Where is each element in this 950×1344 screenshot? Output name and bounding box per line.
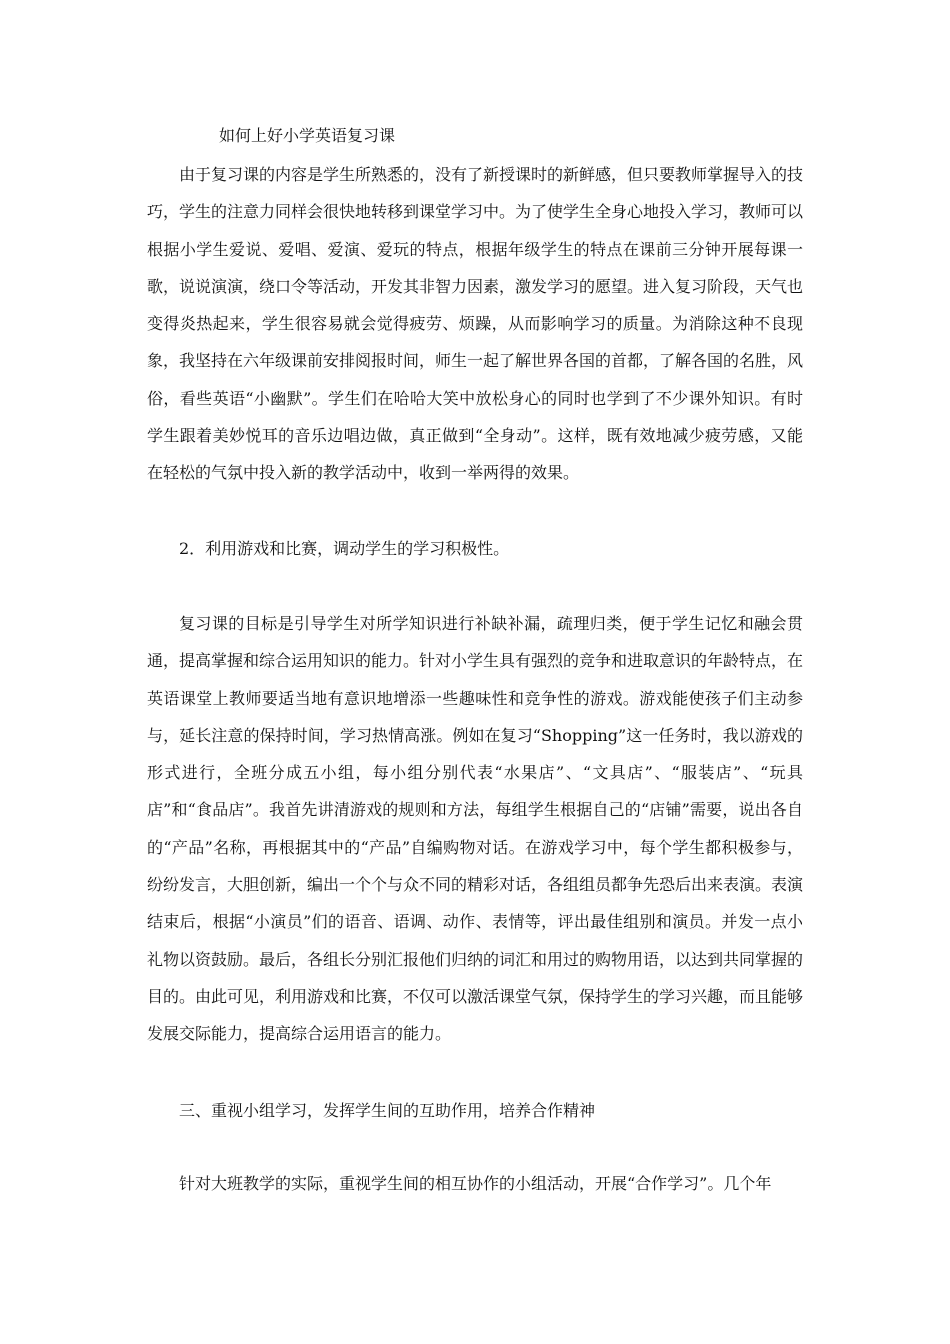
paragraph-games: 复习课的目标是引导学生对所学知识进行补缺补漏，疏理归类，便于学生记忆和融会贯通，提高掌握和综合运用知识的能力。针对小学生具有强烈的竞争和进取意识的年龄特点，在英语课堂上教师要适当地有意识地增添一些趣味性和竞争性的游戏。游戏能使孩子们主动参与，延长注意的保持时间，学习热情高涨。例如在复习“Shopping”这一任务时，我以游戏的形式进行，全班分成五小组，每小组分别代表“水果店”、“文具店”、“服装店”、“玩具店”和“食品店”。我首先讲清游戏的规则和方法，每组学生根据自己的“店铺”需要，说出各自的“产品”名称，再根据其中的“产品”自编购物对话。在游戏学习中，每个学生都积极参与，纷纷发言，大胆创新，编出一个个与众不同的精彩对话，各组组员都争先恐后出来表演。表演结束后，根据“小演员”们的语音、语调、动作、表情等，评出最佳组别和演员。并发一点小礼物以资鼓励。最后，各组长分别汇报他们归纳的词汇和用过的购物用语，以达到共同掌握的目的。由此可见，利用游戏和比赛，不仅可以激活课堂气氛，保持学生的学习兴趣，而且能够发展交际能力，提高综合运用语言的能力。: [147, 614, 804, 1044]
paragraph-intro: 由于复习课的内容是学生所熟悉的，没有了新授课时的新鲜感，但只要教师掌握导入的技巧，学生的注意力同样会很快地转移到课堂学习中。为了使学生全身心地投入学习，教师可以根据小学生爱说、爱唱、爱演、爱玩的特点，根据年级学生的特点在课前三分钟开展每课一歌，说说演演，绕口令等活动，开发其非智力因素，激发学习的愿望。进入复习阶段，天气也变得炎热起来，学生很容易就会觉得疲劳、烦躁，从而影响学习的质量。为消除这种不良现象，我坚持在六年级课前安排阅报时间，师生一起了解世界各国的首都，了解各国的名胜，风俗，看些英语“小幽默”。学生们在哈哈大笑中放松身心的同时也学到了不少课外知识。有时学生跟着美妙悦耳的音乐边唱边做，真正做到“全身动”。这样，既有效地减少疲劳感，又能在轻松的气氛中投入新的教学活动中，收到一举两得的效果。: [147, 165, 804, 483]
section-heading-group-learning: 三、重视小组学习，发挥学生间的互助作用，培养合作精神: [179, 1101, 596, 1120]
section-heading-games: 2．利用游戏和比赛，调动学生的学习积极性。: [179, 539, 510, 558]
paragraph-group-learning: 针对大班教学的实际，重视学生间的相互协作的小组活动，开展“合作学习”。几个年: [179, 1174, 772, 1193]
document-title: 如何上好小学英语复习课: [219, 126, 396, 145]
